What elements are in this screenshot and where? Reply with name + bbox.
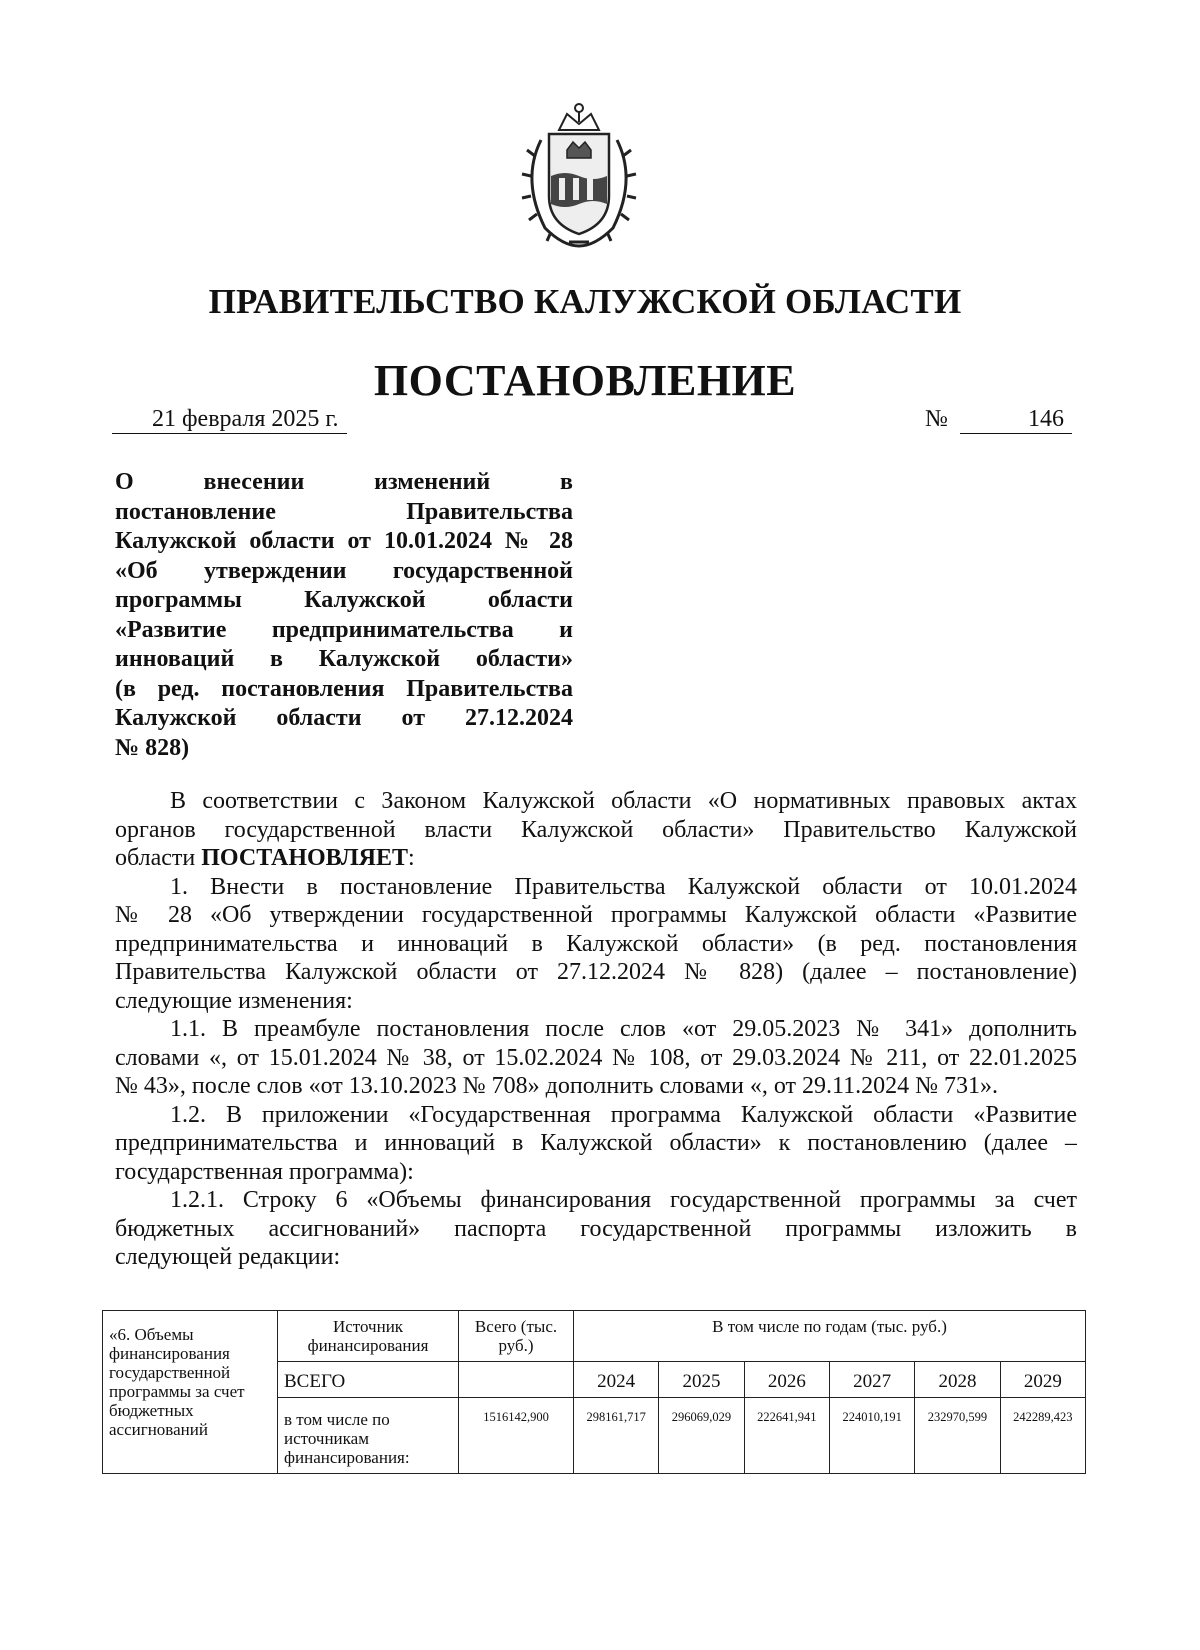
body-line: предпринимательства и инноваций в Калужской области» к постановлению (далее – bbox=[115, 1130, 1077, 1156]
subject-line: О внесении изменений в bbox=[115, 469, 573, 495]
year-cell: 2029 bbox=[1000, 1362, 1085, 1398]
document-number-label: № bbox=[925, 406, 948, 432]
sources-label-cell: в том числе по источникам финансирования: bbox=[278, 1398, 459, 1474]
body-line: следующей редакции: bbox=[115, 1244, 341, 1270]
body-line: 1.2.1. Строку 6 «Объемы финансирования государственной программы за счет bbox=[170, 1187, 1077, 1213]
body-line bbox=[115, 844, 1077, 873]
body-line: государственная программа): bbox=[115, 1158, 414, 1185]
body-line: № 43», после слов «от 13.10.2023 № 708» дополнить словами «, от 29.11.2024 № 731». bbox=[115, 1073, 998, 1099]
body-line-text: области bbox=[115, 845, 202, 871]
body-line: органов государственной власти Калужской области» Правительство Калужской bbox=[115, 816, 1077, 843]
subject-line: «Развитие предпринимательства и bbox=[115, 616, 573, 643]
value-cell: 224010,191 bbox=[829, 1398, 914, 1474]
body-line: следующие изменения: bbox=[115, 987, 353, 1014]
table-row bbox=[103, 1311, 1086, 1362]
kaluga-region-coat-of-arms-icon bbox=[515, 100, 643, 250]
total-header: Всего (тыс. руб.) bbox=[459, 1311, 574, 1362]
body-line: предпринимательства и инноваций в Калужской области» (в ред. постановления bbox=[115, 930, 1077, 957]
subject-line: (в ред. постановления Правительства bbox=[115, 675, 573, 702]
body-line: 1. Внести в постановление Правительства Калужской области от 10.01.2024 bbox=[170, 873, 1077, 900]
years-header: В том числе по годам (тыс. руб.) bbox=[574, 1311, 1086, 1362]
body-line-text: : bbox=[408, 845, 415, 871]
year-cell: 2027 bbox=[829, 1362, 914, 1398]
subject-line: Калужской области от 27.12.2024 bbox=[115, 705, 573, 731]
value-cell: 298161,717 bbox=[574, 1398, 659, 1474]
empty-cell bbox=[459, 1362, 574, 1398]
total-value-cell: 1516142,900 bbox=[459, 1398, 574, 1474]
value-cell: 296069,029 bbox=[659, 1398, 744, 1474]
government-title: ПРАВИТЕЛЬСТВО КАЛУЖСКОЙ ОБЛАСТИ bbox=[208, 282, 962, 321]
body-line: В соответствии с Законом Калужской области «О нормативных правовых актах bbox=[170, 788, 1077, 814]
value-cell: 222641,941 bbox=[744, 1398, 829, 1474]
year-cell: 2025 bbox=[659, 1362, 744, 1398]
subject-line: постановление Правительства bbox=[115, 498, 573, 525]
body-line: словами «, от 15.01.2024 № 38, от 15.02.2024 № 108, от 29.03.2024 № 211, от 22.01.2025 bbox=[115, 1044, 1077, 1071]
total-label-cell: ВСЕГО bbox=[278, 1362, 459, 1398]
body-line: № 28 «Об утверждении государственной программы Калужской области «Развитие bbox=[115, 902, 1077, 928]
document-number: 146 bbox=[960, 405, 1072, 434]
body-line: 1.2. В приложении «Государственная программа Калужской области «Развитие bbox=[170, 1101, 1077, 1128]
document-date: 21 февраля 2025 г. bbox=[112, 405, 347, 434]
financing-table bbox=[102, 1310, 1086, 1474]
source-header: Источник финансирования bbox=[278, 1311, 459, 1362]
year-cell: 2024 bbox=[574, 1362, 659, 1398]
body-line: 1.1. В преамбуле постановления после слов «от 29.05.2023 № 341» дополнить bbox=[170, 1016, 1077, 1042]
year-cell: 2028 bbox=[915, 1362, 1000, 1398]
value-cell: 242289,423 bbox=[1000, 1398, 1085, 1474]
resolves-keyword: ПОСТАНОВЛЯЕТ bbox=[201, 845, 408, 871]
document-body bbox=[115, 787, 1077, 1272]
document-type-title: ПОСТАНОВЛЕНИЕ bbox=[373, 356, 797, 405]
subject-line: Калужской области от 10.01.2024 № 28 bbox=[115, 528, 573, 554]
subject-line: программы Калужской области bbox=[115, 587, 573, 613]
row-label-cell: «6. Объемы финансирования государственной программы за счет бюджетных ассигнований bbox=[103, 1311, 278, 1474]
subject-line: № 828) bbox=[115, 734, 190, 761]
subject-line: инноваций в Калужской области» bbox=[115, 646, 573, 672]
subject-line: «Об утверждении государственной bbox=[115, 557, 573, 584]
document-subject bbox=[115, 468, 573, 763]
value-cell: 232970,599 bbox=[915, 1398, 1000, 1474]
body-line: бюджетных ассигнований» паспорта государственной программы изложить в bbox=[115, 1215, 1077, 1242]
body-line: Правительства Калужской области от 27.12.2024 № 828) (далее – постановление) bbox=[115, 959, 1077, 985]
year-cell: 2026 bbox=[744, 1362, 829, 1398]
